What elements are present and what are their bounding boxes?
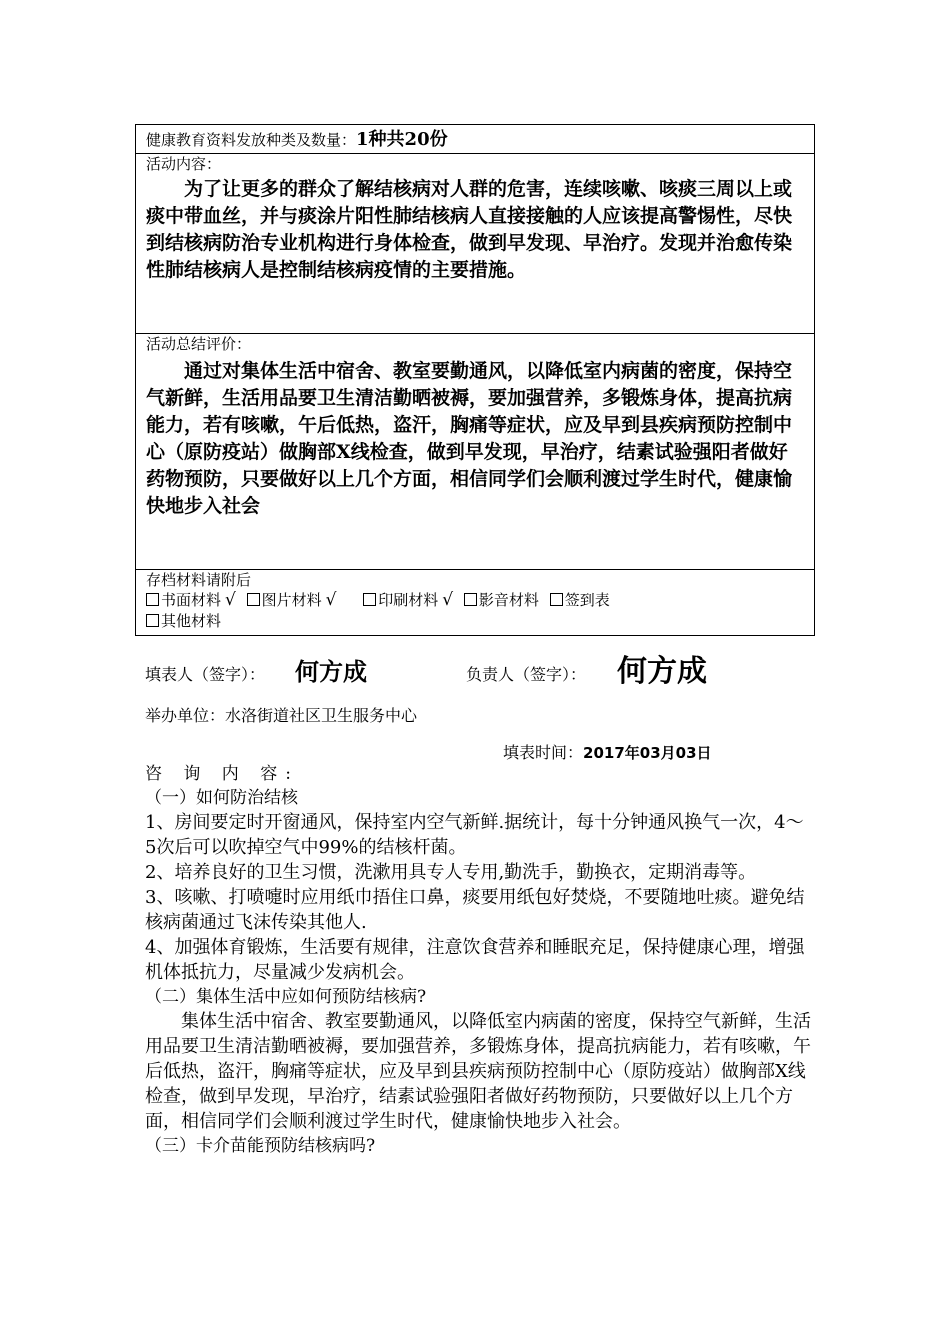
filler-label: 填表人（签字）： bbox=[145, 665, 266, 684]
activity-form-table bbox=[135, 124, 815, 636]
content-cell bbox=[136, 154, 815, 334]
content-text: 为了让更多的群众了解结核病对人群的危害，连续咳嗽、咳痰三周以上或痰中带血丝，并与痰涂片阳性肺结核病人直接接触的人应该提高警惕性，尽快到结核病防治专业机构进行身体检查，做到早发现、早治疗。发现并治愈传染性肺结核病人是控制结核病疫情的主要措施。 bbox=[146, 178, 793, 281]
checkbox-av[interactable] bbox=[464, 590, 539, 611]
section-1-title: （一）如何防治结核 bbox=[145, 788, 298, 808]
checkbox-signin[interactable] bbox=[550, 590, 610, 611]
checkbox-label: 签到表 bbox=[564, 591, 610, 609]
checkbox-box[interactable] bbox=[146, 614, 159, 627]
consultation-section bbox=[145, 762, 815, 1158]
filler-signature: 何方成 bbox=[295, 658, 367, 686]
archive-checklist bbox=[146, 590, 814, 632]
consult-heading: 咨 询 内 容: bbox=[145, 764, 299, 784]
fill-date bbox=[503, 740, 712, 763]
checkbox-label: 印刷材料 bbox=[378, 591, 439, 609]
checkbox-box[interactable] bbox=[363, 593, 376, 606]
checkbox-box[interactable] bbox=[247, 593, 260, 606]
responsible-label: 负责人（签字）： bbox=[466, 665, 587, 684]
checkbox-label: 图片材料 bbox=[261, 591, 322, 609]
item-4: 4、加强体育锻炼，生活要有规律，注意饮食营养和睡眠充足，保持健康心理，增强机体抵抗力，尽量减少发病机会。 bbox=[145, 937, 805, 983]
fill-date-value: 2017年03月03日 bbox=[583, 744, 712, 762]
archive-label: 存档材料请附后 bbox=[146, 571, 252, 589]
item-3: 3、咳嗽、打喷嚏时应用纸巾捂住口鼻，痰要用纸包好焚烧，不要随地吐痰。避免结核病菌通过飞沫传染其他人. bbox=[145, 887, 805, 933]
signature-line bbox=[145, 650, 785, 690]
summary-label: 活动总结评价： bbox=[146, 335, 252, 353]
materials-label: 健康教育资料发放种类及数量： bbox=[146, 131, 357, 149]
summary-cell bbox=[136, 334, 815, 570]
item-2: 2、培养良好的卫生习惯，洗漱用具专人专用,勤洗手，勤换衣，定期消毒等。 bbox=[145, 862, 757, 883]
checkbox-label: 书面材料 bbox=[161, 591, 222, 609]
section-2-text: 集体生活中宿舍、教室要勤通风，以降低室内病菌的密度，保持空气新鲜，生活用品要卫生清洁勤晒被褥，要加强营养，多锻炼身体，提高抗病能力，若有咳嗽，午后低热，盗汗，胸痛等症状，应及早到县疾病预防控制中心（原防疫站）做胸部X线检查，做到早发现，早治疗，结素试验强阳者做好药物预防，只要做好以上几个方面，相信同学们会顺利渡过学生时代，健康愉快地步入社会。 bbox=[145, 1011, 811, 1132]
checkbox-written[interactable] bbox=[146, 590, 236, 611]
checkbox-box[interactable] bbox=[146, 593, 159, 606]
checkbox-box[interactable] bbox=[464, 593, 477, 606]
checkbox-label: 影音材料 bbox=[478, 591, 539, 609]
materials-cell bbox=[136, 125, 815, 154]
check-mark-icon: √ bbox=[325, 590, 337, 610]
checkbox-other[interactable] bbox=[146, 611, 221, 632]
check-mark-icon: √ bbox=[225, 590, 236, 610]
section-2-title: （二）集体生活中应如何预防结核病? bbox=[145, 987, 427, 1007]
checkbox-pictures[interactable] bbox=[247, 590, 337, 611]
organizer: 举办单位：水洛街道社区卫生服务中心 bbox=[145, 706, 418, 725]
responsible-signature: 何方成 bbox=[617, 654, 707, 689]
content-label: 活动内容： bbox=[146, 155, 222, 173]
item-1: 1、房间要定时开窗通风，保持室内空气新鲜.据统计，每十分钟通风换气一次，4～5次后可以吹掉空气中99%的结核杆菌。 bbox=[145, 812, 804, 858]
summary-text: 通过对集体生活中宿舍、教室要勤通风，以降低室内病菌的密度，保持空气新鲜，生活用品要卫生清洁勤晒被褥，要加强营养，多锻炼身体，提高抗病能力，若有咳嗽，午后低热，盗汗，胸痛等症状，应及早到县疾病预防控制中心（原防疫站）做胸部X线检查，做到早发现，早治疗，结素试验强阳者做好药物预防，只要做好以上几个方面，相信同学们会顺利渡过学生时代，健康愉快地步入社会 bbox=[146, 360, 793, 517]
checkbox-printed[interactable] bbox=[363, 590, 453, 611]
section-3-title: （三）卡介苗能预防结核病吗? bbox=[145, 1136, 376, 1156]
materials-value: 1种共20份 bbox=[356, 129, 448, 150]
archive-cell bbox=[136, 570, 815, 636]
fill-date-label: 填表时间： bbox=[503, 743, 584, 762]
checkbox-label: 其他材料 bbox=[161, 612, 222, 630]
checkbox-box[interactable] bbox=[550, 593, 563, 606]
check-mark-icon: √ bbox=[442, 590, 454, 610]
